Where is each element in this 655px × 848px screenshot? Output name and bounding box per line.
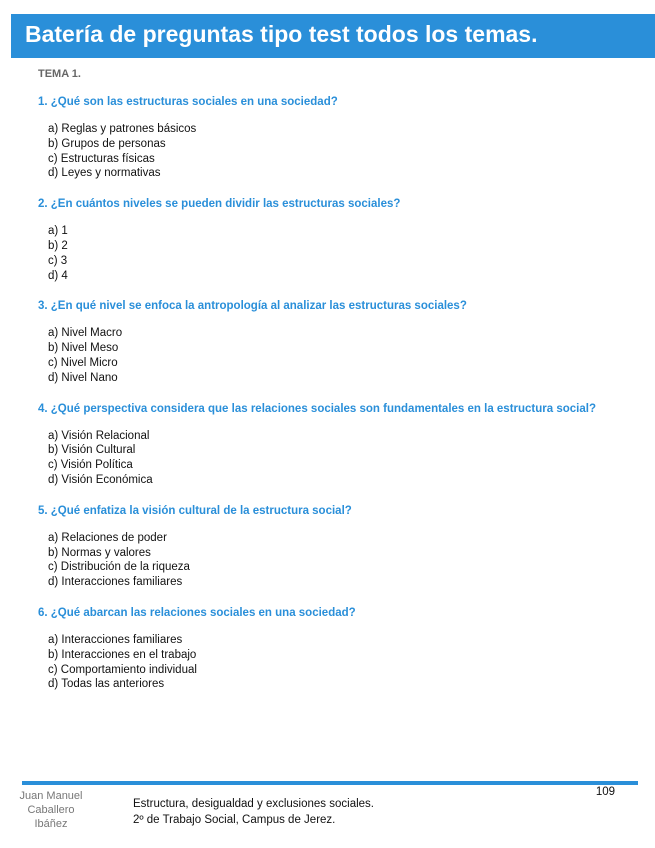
question-text: 5. ¿Qué enfatiza la visión cultural de la estructura social? [38,504,352,517]
answer-option: b) Nivel Meso [48,342,119,355]
answer-option: d) Nivel Nano [48,371,118,384]
question-text: 4. ¿Qué perspectiva considera que las relaciones sociales son fundamentales en la estructura social? [38,402,596,415]
footer-author [14,789,88,831]
question-2 [38,197,628,283]
answer-option: d) Leyes y normativas [48,167,161,180]
footer-campus: 2º de Trabajo Social, Campus de Jerez. [133,814,336,826]
question-3 [38,299,628,385]
answer-option: a) 1 [48,225,68,238]
answer-option: c) Nivel Micro [48,356,118,369]
author-line: Juan Manuel [19,790,83,802]
question-6 [38,606,628,692]
page-title: Batería de preguntas tipo test todos los temas. [25,21,538,47]
answer-option: c) 3 [48,254,68,267]
answer-option: b) Normas y valores [48,546,151,559]
footer-course-info [133,796,374,828]
answer-option: a) Interacciones familiares [48,633,183,646]
question-1 [38,95,628,181]
answer-option: b) Interacciones en el trabajo [48,648,197,661]
author-line: Ibáñez [34,818,68,830]
footer-divider [22,781,638,785]
answer-option: c) Visión Política [48,459,133,472]
question-text: 6. ¿Qué abarcan las relaciones sociales en una sociedad? [38,606,356,619]
answer-option: b) Visión Cultural [48,444,136,457]
answer-option: b) 2 [48,239,68,252]
answer-option: a) Nivel Macro [48,327,123,340]
answer-option: b) Grupos de personas [48,137,166,150]
answer-option: d) Todas las anteriores [48,678,165,691]
page-number: 109 [595,786,615,798]
question-text: 2. ¿En cuántos niveles se pueden dividir las estructuras sociales? [38,198,401,211]
section-label: TEMA 1. [38,68,81,80]
question-5 [38,504,628,590]
footer-course-title: Estructura, desigualdad y exclusiones sociales. [133,798,374,810]
title-banner [11,14,655,58]
answer-option: c) Comportamiento individual [48,663,197,676]
answer-option: a) Visión Relacional [48,429,150,442]
answer-option: d) 4 [48,269,68,282]
question-text: 3. ¿En qué nivel se enfoca la antropología al analizar las estructuras sociales? [38,300,467,313]
answer-option: a) Reglas y patrones básicos [48,123,197,135]
answer-option: a) Relaciones de poder [48,531,167,544]
answer-option: d) Visión Económica [48,473,153,486]
answer-option: d) Interacciones familiares [48,576,183,589]
answer-option: c) Estructuras físicas [48,152,155,165]
answer-option: c) Distribución de la riqueza [48,561,190,574]
author-line: Caballero [27,804,75,816]
question-4 [38,402,628,488]
question-text: 1. ¿Qué son las estructuras sociales en una sociedad? [38,96,338,108]
document-body [38,68,628,708]
